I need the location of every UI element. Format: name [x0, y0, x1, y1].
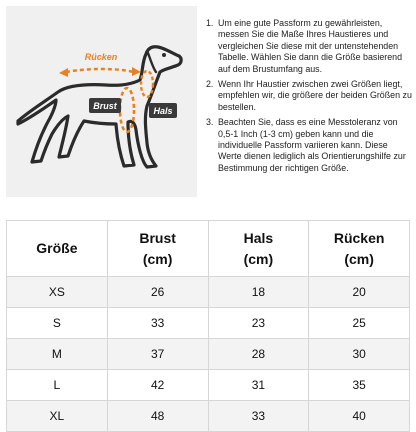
instruction-number: 3.	[206, 117, 214, 128]
dog-illustration	[6, 6, 197, 197]
cell-chest: 33	[107, 308, 208, 339]
instruction-number: 2.	[206, 79, 214, 90]
header-chest-unit: (cm)	[142, 250, 173, 267]
size-chart-table	[6, 220, 410, 432]
cell-neck: 33	[208, 401, 309, 432]
instruction-text: Wenn Ihr Haustier zwischen zwei Größen liegt, empfehlen wir, die größere der beiden Größen zu bestellen.	[218, 79, 412, 112]
cell-neck: 18	[208, 277, 309, 308]
table-row	[7, 339, 410, 370]
instruction-item	[206, 18, 412, 75]
header-back	[309, 221, 410, 277]
chest-label: Brust	[93, 101, 117, 111]
header-neck	[208, 221, 309, 277]
cell-size: XL	[7, 401, 108, 432]
header-chest-label: Brust	[139, 229, 176, 246]
header-size	[7, 221, 108, 277]
cell-neck: 28	[208, 339, 309, 370]
header-neck-unit: (cm)	[243, 250, 274, 267]
back-measure-line	[66, 69, 134, 72]
table-row	[7, 308, 410, 339]
header-neck-label: Hals	[243, 229, 274, 246]
dog-eye	[162, 53, 166, 57]
cell-size: S	[7, 308, 108, 339]
cell-chest: 37	[107, 339, 208, 370]
cell-size: XS	[7, 277, 108, 308]
back-label: Rücken	[84, 52, 118, 62]
instruction-item	[206, 117, 412, 174]
instruction-list	[206, 18, 412, 178]
instruction-text: Um eine gute Passform zu gewährleisten, messen Sie die Maße Ihres Haustieres und vergleichen Sie diese mit der untenstehenden Tabelle. Wählen Sie dann die Größe basierend auf dem Brustumfang aus.	[218, 18, 403, 74]
table-row	[7, 370, 410, 401]
back-arrow-right	[132, 67, 141, 76]
header-back-unit: (cm)	[344, 250, 374, 267]
instruction-item	[206, 79, 412, 113]
cell-size: M	[7, 339, 108, 370]
header-chest	[107, 221, 208, 277]
cell-back: 35	[309, 370, 410, 401]
instruction-text: Beachten Sie, dass es eine Messtoleranz von 0,5-1 Inch (1-3 cm) geben kann und die individuelle Passform variieren kann. Diese Werte dienen lediglich als Orientierungshilfe zur Bestimmung der richtigen Größe.	[218, 117, 406, 173]
cell-neck: 31	[208, 370, 309, 401]
header-size-label: Größe	[36, 240, 78, 256]
dog-measurement-diagram	[6, 6, 197, 197]
table-row	[7, 277, 410, 308]
table-row	[7, 401, 410, 432]
cell-chest: 42	[107, 370, 208, 401]
dog-ear	[148, 53, 156, 72]
cell-chest: 26	[107, 277, 208, 308]
cell-size: L	[7, 370, 108, 401]
table-header-row	[7, 221, 410, 277]
cell-chest: 48	[107, 401, 208, 432]
cell-back: 30	[309, 339, 410, 370]
back-arrow-left	[59, 68, 68, 77]
instruction-number: 1.	[206, 18, 214, 28]
cell-back: 40	[309, 401, 410, 432]
cell-neck: 23	[208, 308, 309, 339]
neck-label: Hals	[153, 106, 173, 116]
cell-back: 25	[309, 308, 410, 339]
cell-back: 20	[309, 277, 410, 308]
header-back-label: Rücken	[333, 229, 385, 246]
